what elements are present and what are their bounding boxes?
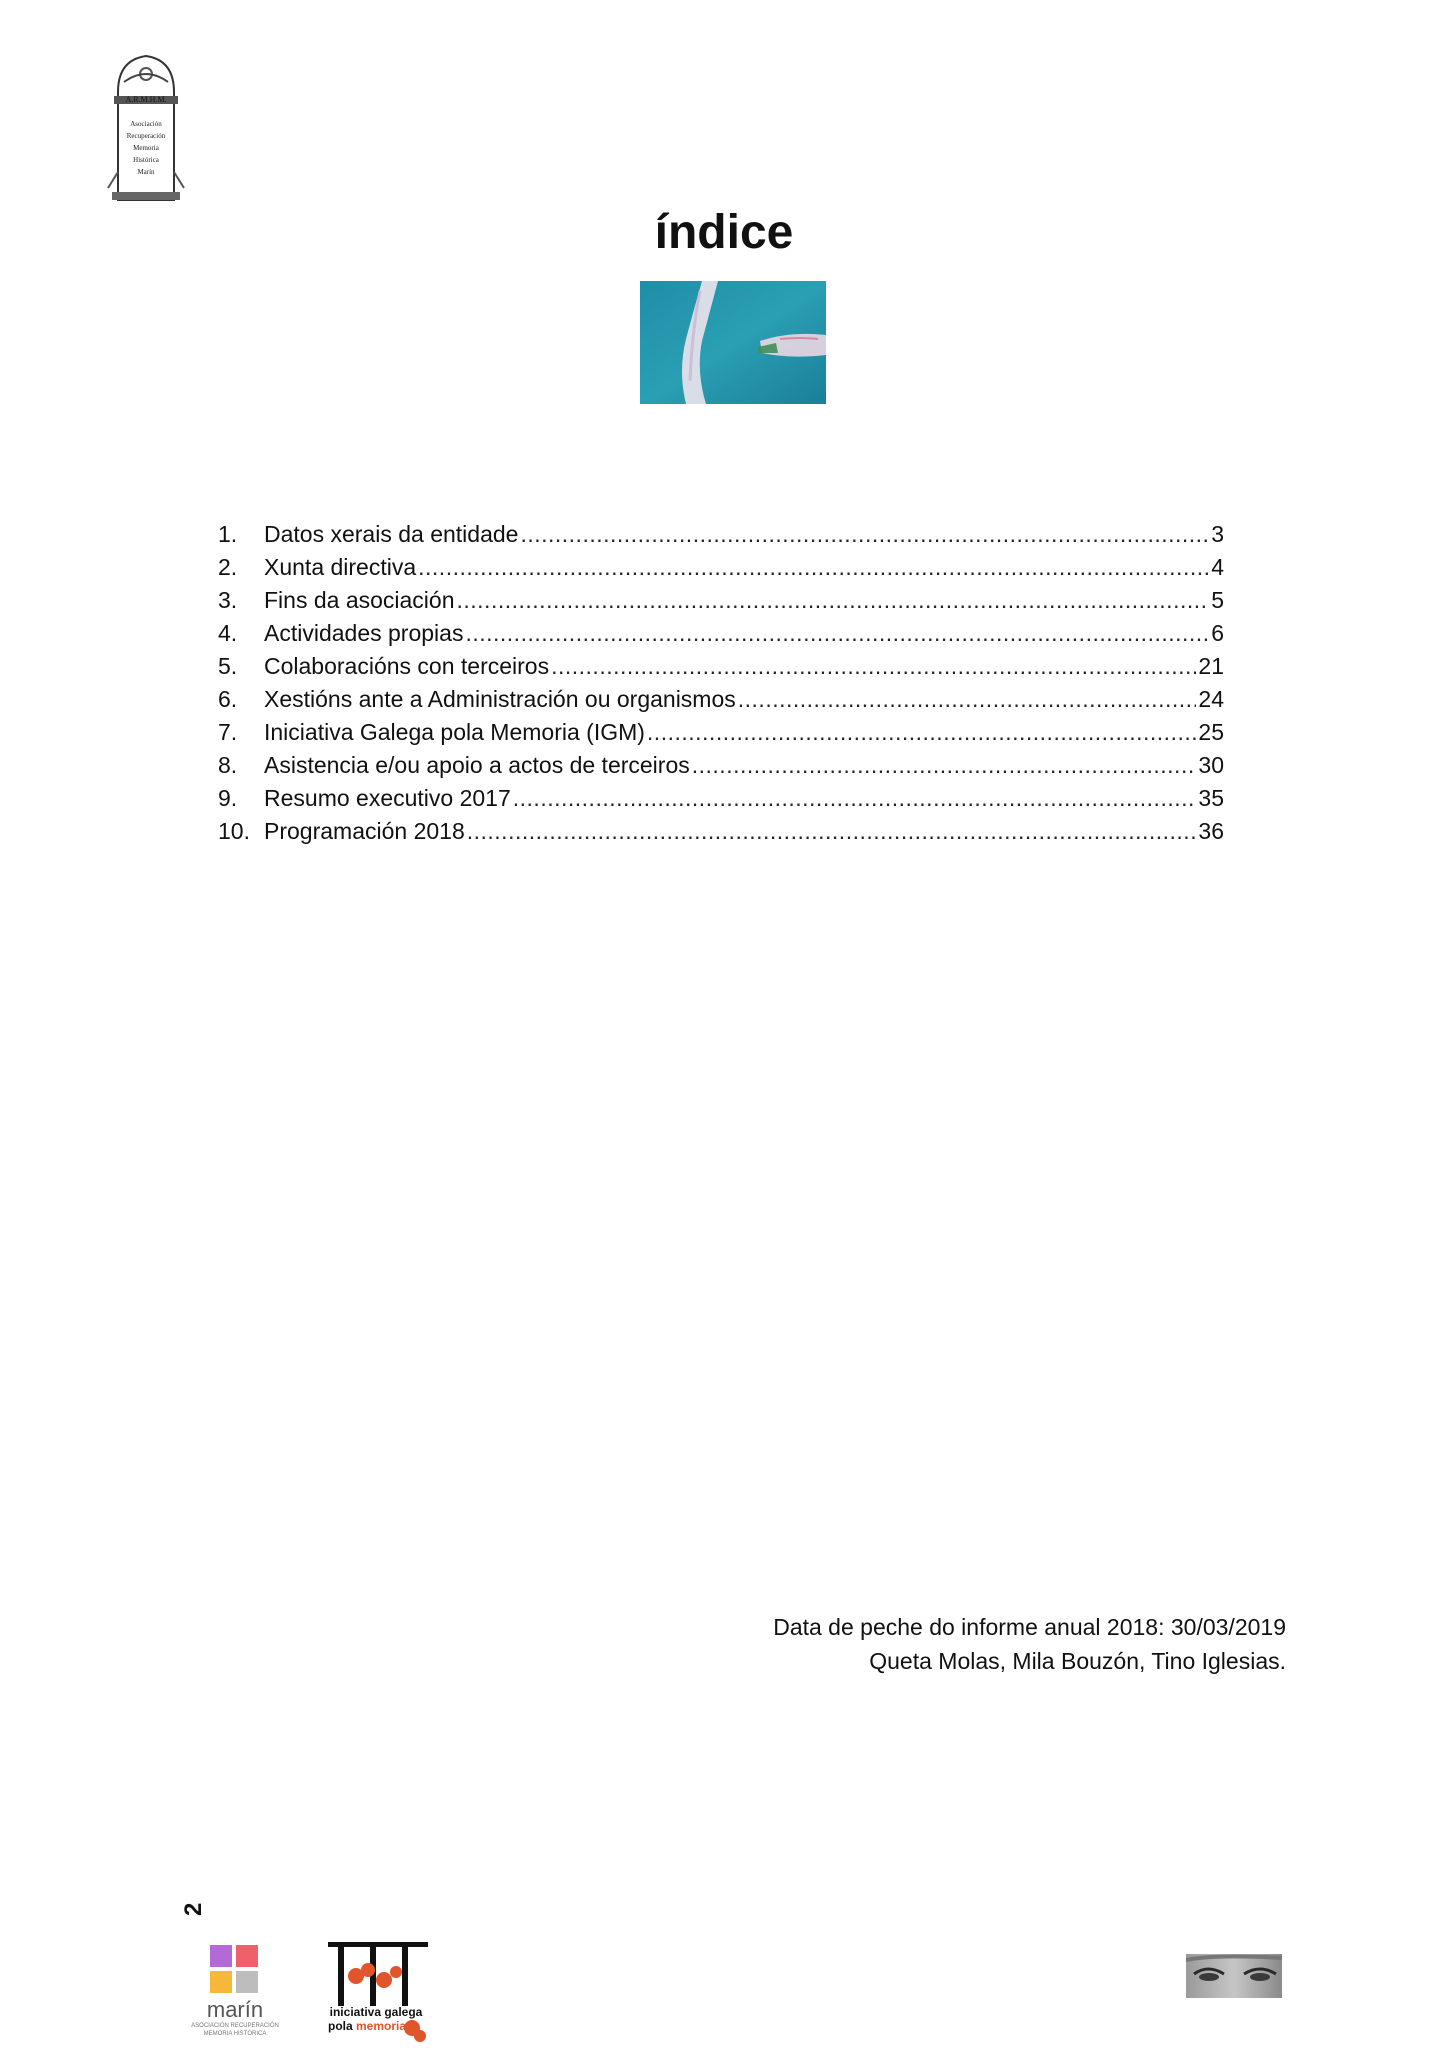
toc-entry[interactable]: [218, 782, 1224, 815]
toc-entry[interactable]: [218, 683, 1224, 716]
marin-logo-square: [210, 1971, 232, 1993]
svg-text:marín: marín: [206, 1997, 264, 2022]
svg-text:ASOCIACIÓN RECUPERACIÓN: ASOCIACIÓN RECUPERACIÓN: [191, 2023, 279, 2029]
toc-entry-number: 10.: [218, 818, 250, 844]
svg-text:Recuperación: Recuperación: [126, 132, 166, 140]
svg-text:iniciativa galega: iniciativa galega: [329, 2005, 423, 2019]
toc-entry-title: Xunta directiva: [264, 554, 417, 580]
toc-entry[interactable]: [218, 650, 1224, 683]
page-number: 2: [180, 1902, 207, 1916]
toc-entry-title: Xestións ante a Administración ou organismos: [264, 686, 736, 712]
marin-logo: [180, 1945, 294, 2037]
toc-entry-page: 24: [1198, 686, 1224, 712]
toc-leader-dots: [465, 617, 1209, 650]
marin-logo-square: [210, 1945, 232, 1967]
toc-entry-number: 6.: [218, 686, 238, 712]
closing-date: Data de peche do informe anual 2018: 30/03/2019: [773, 1614, 1286, 1640]
toc-entry-title: Iniciativa Galega pola Memoria (IGM): [264, 719, 645, 745]
toc-entry-title: Colaboracións con terceiros: [264, 653, 550, 679]
toc-entry-number: 5.: [218, 653, 238, 679]
toc-entry-title: Asistencia e/ou apoio a actos de terceiros: [264, 752, 690, 778]
toc-entry-title: Programación 2018: [264, 818, 465, 844]
marin-logo-square: [236, 1945, 258, 1967]
svg-text:Histórica: Histórica: [133, 156, 159, 164]
toc-entry-page: 5: [1211, 587, 1224, 613]
toc-entry-page: 30: [1198, 752, 1224, 778]
eyes-photo: [1186, 1954, 1282, 1998]
toc-entry-page: 36: [1198, 818, 1224, 844]
toc-entry-number: 7.: [218, 719, 238, 745]
igm-logo: [326, 1940, 430, 2044]
toc-entry[interactable]: [218, 716, 1224, 749]
toc-leader-dots: [551, 650, 1196, 683]
toc-entry-page: 4: [1211, 554, 1224, 580]
toc-leader-dots: [520, 518, 1209, 551]
toc-entry-number: 3.: [218, 587, 238, 613]
toc-entry-page: 35: [1198, 785, 1224, 811]
svg-text:A.R.M.H.M.: A.R.M.H.M.: [125, 95, 167, 104]
toc-entry-title: Fins da asociación: [264, 587, 455, 613]
toc-entry-page: 25: [1198, 719, 1224, 745]
toc-entry-title: Actividades propias: [264, 620, 464, 646]
toc-entry[interactable]: [218, 518, 1224, 551]
toc-entry-number: 8.: [218, 752, 238, 778]
svg-text:Marín: Marín: [137, 168, 155, 176]
toc-leader-dots: [738, 683, 1197, 716]
closing-authors: Queta Molas, Mila Bouzón, Tino Iglesias.: [869, 1648, 1286, 1674]
painting-image: [640, 281, 826, 404]
armhm-logo: [104, 52, 188, 202]
svg-text:Asociación: Asociación: [130, 120, 162, 128]
toc-entry[interactable]: [218, 551, 1224, 584]
table-of-contents: [218, 518, 1224, 848]
page-title: índice: [654, 206, 794, 259]
toc-entry-page: 3: [1211, 521, 1224, 547]
svg-text:pola memoria: pola memoria: [328, 2019, 407, 2033]
toc-entry-page: 6: [1211, 620, 1224, 646]
toc-entry[interactable]: [218, 584, 1224, 617]
toc-entry-number: 9.: [218, 785, 238, 811]
toc-entry-number: 4.: [218, 620, 238, 646]
svg-text:Memoria: Memoria: [133, 144, 159, 152]
toc-entry-title: Resumo executivo 2017: [264, 785, 511, 811]
toc-leader-dots: [692, 749, 1197, 782]
svg-text:MEMORIA HISTÓRICA: MEMORIA HISTÓRICA: [203, 2031, 267, 2037]
toc-leader-dots: [513, 782, 1197, 815]
toc-entry-page: 21: [1198, 653, 1224, 679]
toc-leader-dots: [647, 716, 1196, 749]
toc-leader-dots: [467, 815, 1197, 848]
toc-entry-number: 1.: [218, 521, 238, 547]
toc-entry[interactable]: [218, 617, 1224, 650]
toc-entry-number: 2.: [218, 554, 238, 580]
toc-entry[interactable]: [218, 815, 1224, 848]
toc-entry-title: Datos xerais da entidade: [264, 521, 519, 547]
closing-note: [773, 1610, 1286, 1678]
toc-leader-dots: [457, 584, 1210, 617]
marin-logo-square: [236, 1971, 258, 1993]
toc-leader-dots: [418, 551, 1209, 584]
toc-entry[interactable]: [218, 749, 1224, 782]
